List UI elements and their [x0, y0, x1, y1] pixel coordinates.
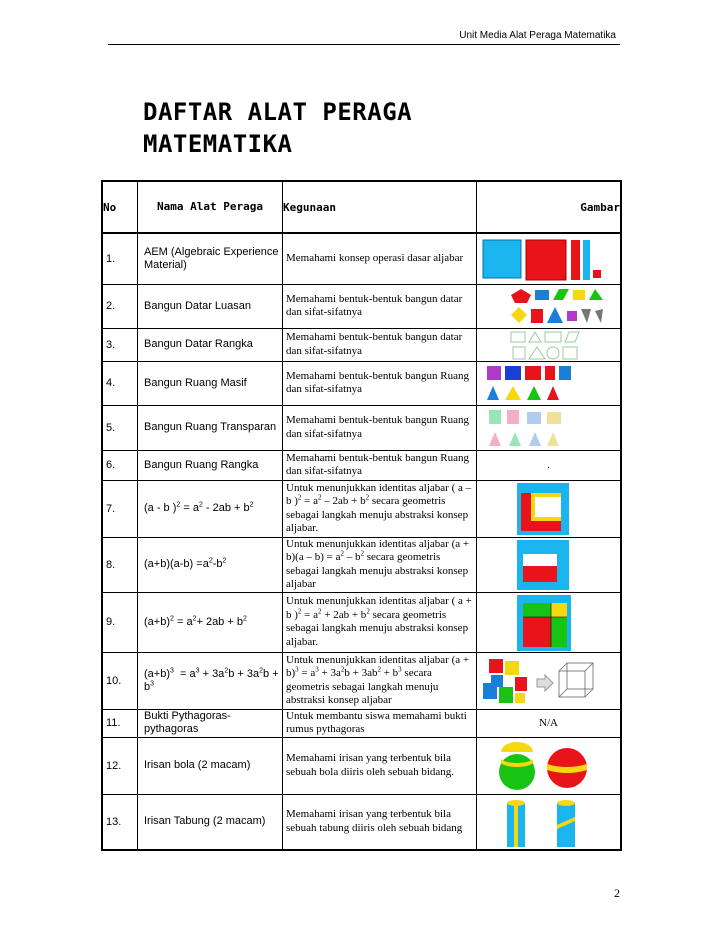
table-row	[102, 794, 621, 850]
title-line-2: MATEMATIKA	[143, 130, 293, 158]
row-name: (a - b )$^2 = a^2 - 2ab + b^2$	[138, 480, 283, 537]
row-use: Untuk menunjukkan identitas aljabar $(a + b)^3 = a^3 + 3a^2b + 3ab^2 + b^3$ secara geometris sebagai langkah menuju abstraksi konsep aljabar	[283, 652, 477, 709]
row-name: Irisan Tabung (2 macam)	[138, 794, 283, 850]
row-image	[477, 794, 622, 850]
row-image	[477, 405, 622, 450]
table-row	[102, 233, 621, 284]
row-image	[477, 709, 622, 737]
title-line-1: DAFTAR ALAT PERAGA	[143, 98, 413, 126]
identity-square-diff-image	[513, 483, 653, 540]
row-name: $(a+b)^2 = a^2+ 2ab + b^2$	[138, 592, 283, 652]
page-number: 2	[614, 886, 620, 900]
table-row	[102, 284, 621, 328]
header-image: Gambar	[477, 181, 622, 233]
row-number: 5.	[102, 405, 138, 450]
page-title	[143, 96, 412, 160]
row-name: Bangun Ruang Transparan	[138, 405, 283, 450]
table-row	[102, 450, 621, 480]
row-image	[477, 233, 622, 284]
table-row	[102, 737, 621, 794]
row-number: 10.	[102, 652, 138, 709]
row-image	[477, 284, 622, 328]
image-mark: .	[547, 459, 550, 471]
row-number: 6.	[102, 450, 138, 480]
row-image	[477, 652, 622, 709]
identity-square-sum-image	[513, 595, 653, 655]
row-image	[477, 592, 622, 652]
row-use: Memahami konsep operasi dasar aljabar	[283, 233, 477, 284]
row-image	[477, 737, 622, 794]
row-number: 9.	[102, 592, 138, 652]
row-image	[477, 450, 622, 480]
row-use: Memahami bentuk-bentuk bangun datar dan sifat-sifatnya	[283, 284, 477, 328]
row-number: 4.	[102, 361, 138, 405]
row-number: 1.	[102, 233, 138, 284]
running-header: Unit Media Alat Peraga Matematika	[459, 30, 616, 41]
row-name: Irisan bola (2 macam)	[138, 737, 283, 794]
tools-table	[101, 180, 622, 851]
row-number: 2.	[102, 284, 138, 328]
aem-pieces-image	[479, 236, 619, 284]
header-no: No	[102, 181, 138, 233]
row-number: 11.	[102, 709, 138, 737]
header-rule	[108, 44, 620, 45]
row-number: 13.	[102, 794, 138, 850]
row-use: Untuk membantu siswa memahami bukti rumus pythagoras	[283, 709, 477, 737]
row-number: 8.	[102, 537, 138, 592]
table-row	[102, 652, 621, 709]
row-use: Memahami bentuk-bentuk bangun Ruang dan sifat-sifatnya	[283, 450, 477, 480]
row-use: Memahami bentuk-bentuk bangun Ruang dan sifat-sifatnya	[283, 405, 477, 450]
sphere-slices-image	[487, 738, 627, 795]
table-header-row	[102, 181, 621, 233]
row-image	[477, 361, 622, 405]
transparent-solids-image	[479, 406, 619, 451]
row-number: 12.	[102, 737, 138, 794]
solid-shapes-image	[479, 362, 619, 406]
row-image	[477, 537, 622, 592]
row-use: Memahami irisan yang terbentuk bila sebuah tabung diiris oleh sebuah bidang	[283, 794, 477, 850]
row-image	[477, 328, 622, 361]
flat-frames-image	[507, 329, 647, 362]
table-row	[102, 405, 621, 450]
row-name: AEM (Algebraic Experience Material)	[138, 233, 283, 284]
header-name: Nama Alat Peraga	[138, 181, 283, 233]
row-name: Bangun Ruang Masif	[138, 361, 283, 405]
row-name: $(a+b)(a-b) =a^2-b^2$	[138, 537, 283, 592]
row-name: Bangun Ruang Rangka	[138, 450, 283, 480]
cube-identity-image	[479, 653, 619, 710]
not-available-label: N/A	[539, 717, 558, 729]
row-use: Untuk menunjukkan identitas aljabar $(a + b)(a - b) = a^2 - b^2$ secara geometris sebagai langkah menuju abstraksi konsep aljabar	[283, 537, 477, 592]
row-image	[477, 480, 622, 537]
row-number: 7.	[102, 480, 138, 537]
table-row	[102, 537, 621, 592]
cylinder-slices-image	[497, 795, 637, 851]
header-use: Kegunaan	[283, 181, 477, 233]
flat-shapes-image	[507, 285, 647, 329]
row-use: Memahami bentuk-bentuk bangun Ruang dan sifat-sifatnya	[283, 361, 477, 405]
row-name: Bangun Datar Luasan	[138, 284, 283, 328]
row-use: Memahami bentuk-bentuk bangun datar dan sifat-sifatnya	[283, 328, 477, 361]
row-use: Untuk menunjukkan identitas aljabar ( a – b )$^2 = a^2 - 2ab + b^2$ secara geometris sebagai langkah menuju abstraksi konsep aljabar.	[283, 480, 477, 537]
identity-diff-squares-image	[513, 540, 653, 595]
row-use: Untuk menunjukkan identitas aljabar ( a + b )$^2 = a^2 + 2ab + b^2$ secara geometris sebagai langkah menuju abstraksi konsep aljabar.	[283, 592, 477, 652]
row-number: 3.	[102, 328, 138, 361]
table-row	[102, 592, 621, 652]
table-row	[102, 480, 621, 537]
row-name: Bukti Pythagoras-pythagoras	[138, 709, 283, 737]
row-name: Bangun Datar Rangka	[138, 328, 283, 361]
table-row	[102, 361, 621, 405]
row-name: $(a+b)^3 = a^3 + 3a^2b + 3a^2b + b^3$	[138, 652, 283, 709]
table-row	[102, 328, 621, 361]
table-row	[102, 709, 621, 737]
row-use: Memahami irisan yang terbentuk bila sebuah bola diiris oleh sebuah bidang.	[283, 737, 477, 794]
